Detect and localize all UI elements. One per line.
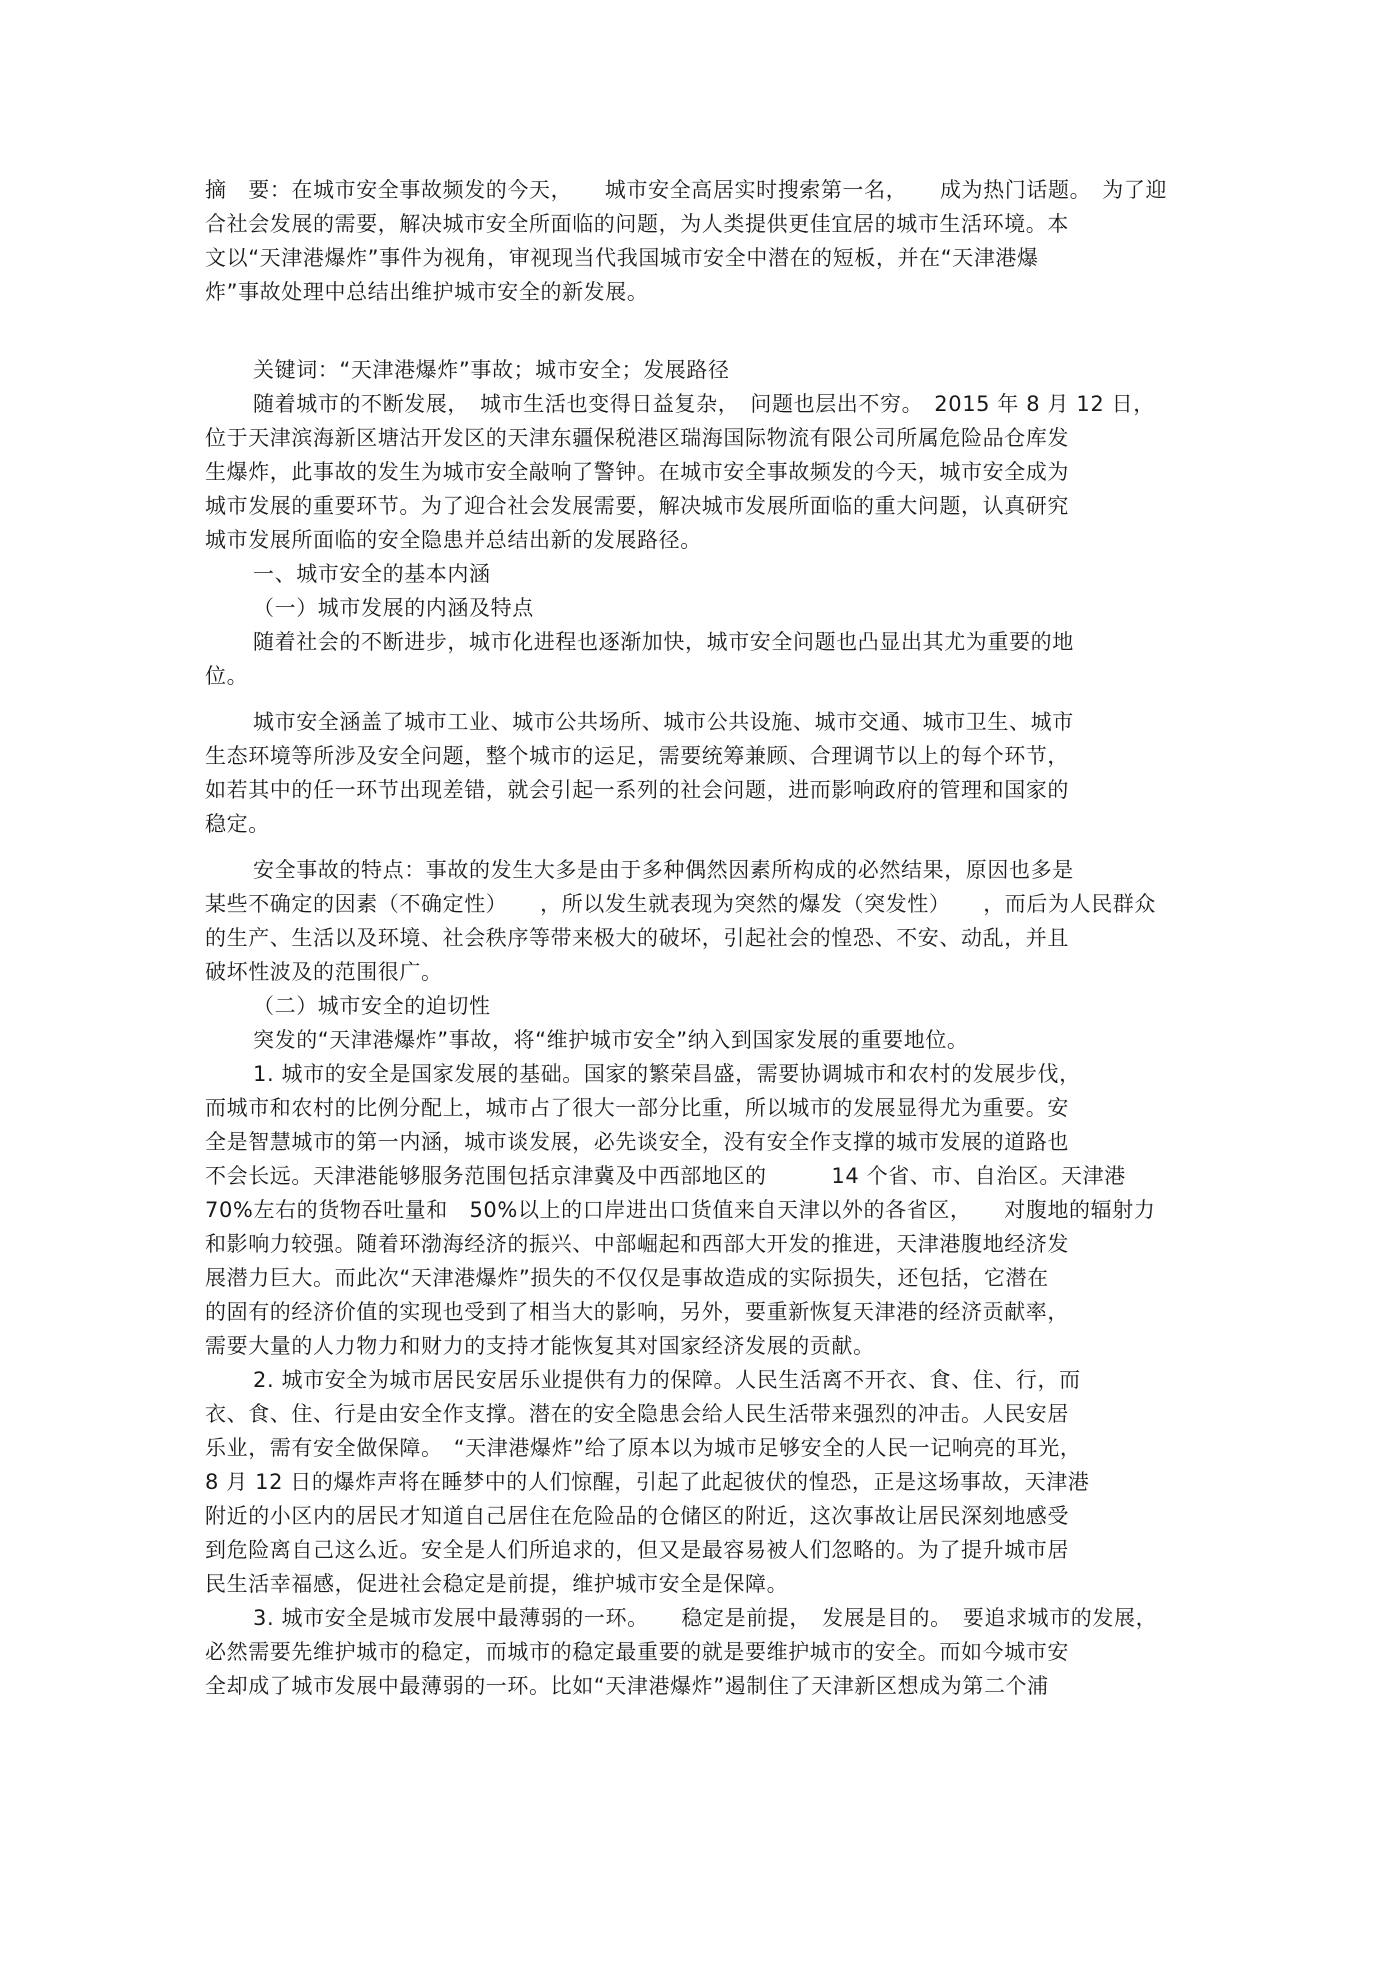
subsection-heading: （二）城市安全的迫切性 (253, 994, 491, 1018)
body-line: 随着城市的不断发展， 城市生活也变得日益复杂， 问题也层出不穷。 2015 年 8 月 12 日， (253, 392, 1155, 416)
body-line: 衣、食、住、行是由安全作支撑。潜在的安全隐患会给人民生活带来强烈的冲击。人民安居 (205, 1402, 1069, 1426)
body-line: 民生活幸福感，促进社会稳定是前提，维护城市安全是保障。 (205, 1572, 789, 1596)
abstract-line: 合社会发展的需要，解决城市安全所面临的问题，为人类提供更佳宜居的城市生活环境。本 (205, 212, 1069, 236)
body-line: 需要大量的人力物力和财力的支持才能恢复其对国家经济发展的贡献。 (205, 1334, 875, 1358)
body-line: 70%左右的货物吞吐量和 50%以上的口岸进出口货值来自天津以外的各省区， 对腹地的辐射力 (205, 1198, 1156, 1222)
abstract-line: 摘 要：在城市安全事故频发的今天， 城市安全高居实时搜索第一名， 成为热门话题。 为了迎 (205, 178, 1168, 202)
body-line: 城市安全涵盖了城市工业、城市公共场所、城市公共设施、城市交通、城市卫生、城市 (253, 710, 1074, 734)
body-line: 不会长远。天津港能够服务范围包括京津冀及中西部地区的 14 个省、市、自治区。天津港 (205, 1164, 1126, 1188)
body-line: 到危险离自己这么近。安全是人们所追求的，但又是最容易被人们忽略的。为了提升城市居 (205, 1538, 1069, 1562)
body-line: 而城市和农村的比例分配上，城市占了很大一部分比重，所以城市的发展显得尤为重要。安 (205, 1096, 1069, 1120)
body-line: 城市发展的重要环节。为了迎合社会发展需要，解决城市发展所面临的重大问题，认真研究 (205, 494, 1069, 518)
abstract-line: 炸”事故处理中总结出维护城市安全的新发展。 (205, 280, 649, 304)
body-line: 展潜力巨大。而此次“天津港爆炸”损失的不仅仅是事故造成的实际损失，还包括，它潜在 (205, 1266, 1049, 1290)
body-line: 生态环境等所涉及安全问题，整个城市的运足，需要统筹兼顾、合理调节以上的每个环节， (205, 744, 1069, 768)
body-line: 的生产、生活以及环境、社会秩序等带来极大的破坏，引起社会的惶恐、不安、动乱，并且 (205, 926, 1069, 950)
body-line: 位于天津滨海新区塘沽开发区的天津东疆保税港区瑞海国际物流有限公司所属危险品仓库发 (205, 426, 1069, 450)
body-line: 稳定。 (205, 812, 270, 836)
body-line: 的固有的经济价值的实现也受到了相当大的影响，另外，要重新恢复天津港的经济贡献率， (205, 1300, 1069, 1324)
body-line: 1. 城市的安全是国家发展的基础。国家的繁荣昌盛，需要协调城市和农村的发展步伐， (253, 1062, 1081, 1086)
body-line: 8 月 12 日的爆炸声将在睡梦中的人们惊醒，引起了此起彼伏的惶恐，正是这场事故，天津港 (205, 1470, 1090, 1494)
body-line: 城市发展所面临的安全隐患并总结出新的发展路径。 (205, 528, 702, 552)
body-line: 3. 城市安全是城市发展中最薄弱的一环。 稳定是前提， 发展是目的。 要追求城市的发展， (253, 1606, 1158, 1630)
body-line: 位。 (205, 664, 249, 688)
subsection-heading: （一）城市发展的内涵及特点 (253, 596, 534, 620)
body-line: 全是智慧城市的第一内涵，城市谈发展，必先谈安全，没有安全作支撑的城市发展的道路也 (205, 1130, 1069, 1154)
section-heading: 一、城市安全的基本内涵 (253, 562, 491, 586)
body-line: 安全事故的特点：事故的发生大多是由于多种偶然因素所构成的必然结果，原因也多是 (253, 858, 1074, 882)
body-line: 2. 城市安全为城市居民安居乐业提供有力的保障。人民生活离不开衣、食、住、行，而 (253, 1368, 1081, 1392)
body-line: 和影响力较强。随着环渤海经济的振兴、中部崛起和西部大开发的推进，天津港腹地经济发 (205, 1232, 1069, 1256)
keywords-line: 关键词：“天津港爆炸”事故；城市安全；发展路径 (253, 358, 730, 382)
body-line: 突发的“天津港爆炸”事故，将“维护城市安全”纳入到国家发展的重要地位。 (253, 1028, 969, 1052)
body-line: 某些不确定的因素（不确定性） ，所以发生就表现为突然的爆发（突发性） ，而后为人民群众 (205, 892, 1156, 916)
body-line: 随着社会的不断进步，城市化进程也逐渐加快，城市安全问题也凸显出其尤为重要的地 (253, 630, 1074, 654)
abstract-line: 文以“天津港爆炸”事件为视角，审视现当代我国城市安全中潜在的短板，并在“天津港爆 (205, 246, 1039, 270)
body-line: 生爆炸，此事故的发生为城市安全敲响了警钟。在城市安全事故频发的今天，城市安全成为 (205, 460, 1069, 484)
body-line: 全却成了城市发展中最薄弱的一环。比如“天津港爆炸”遏制住了天津新区想成为第二个浦 (205, 1674, 1049, 1698)
body-line: 如若其中的任一环节出现差错，就会引起一系列的社会问题，进而影响政府的管理和国家的 (205, 778, 1069, 802)
body-line: 乐业，需有安全做保障。 “天津港爆炸”给了原本以为城市足够安全的人民一记响亮的耳光， (205, 1436, 1082, 1460)
body-line: 破坏性波及的范围很广。 (205, 960, 443, 984)
body-line: 必然需要先维护城市的稳定，而城市的稳定最重要的就是要维护城市的安全。而如今城市安 (205, 1640, 1069, 1664)
body-line: 附近的小区内的居民才知道自己居住在危险品的仓储区的附近，这次事故让居民深刻地感受 (205, 1504, 1069, 1528)
